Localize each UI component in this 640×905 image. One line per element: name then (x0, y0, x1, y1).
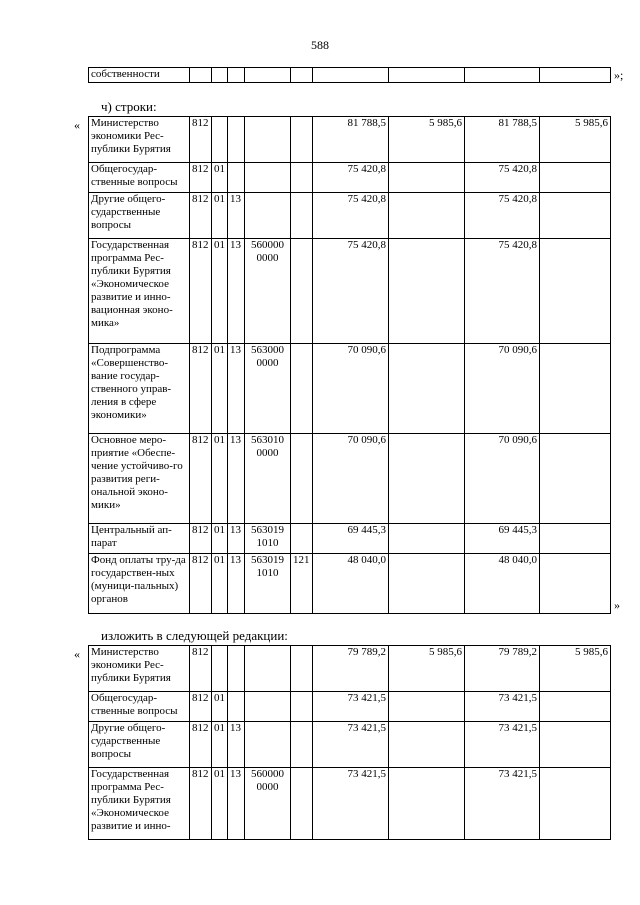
expense-type (291, 434, 313, 524)
ministry-code: 812 (190, 692, 212, 722)
subsection-code: 13 (228, 434, 245, 524)
subsection-code: 13 (228, 193, 245, 239)
amount-total: 73 421,5 (313, 768, 389, 840)
subsection-code (228, 646, 245, 692)
expense-type (291, 344, 313, 434)
section-code: 01 (212, 193, 228, 239)
amount-total: 75 420,8 (313, 239, 389, 344)
amount-subventions (389, 163, 465, 193)
expense-type (291, 163, 313, 193)
amount-subventions-2 (540, 768, 611, 840)
amount-total: 73 421,5 (313, 692, 389, 722)
amount-total-2: 73 421,5 (465, 692, 540, 722)
amount-total-2: 73 421,5 (465, 722, 540, 768)
amount-total-2: 81 788,5 (465, 117, 540, 163)
expense-type: 121 (291, 554, 313, 614)
amount-subventions (389, 344, 465, 434)
row-name: Общегосудар-ственные вопросы (89, 692, 190, 722)
subsection-code: 13 (228, 239, 245, 344)
table-row (89, 163, 611, 193)
row-name: Фонд оплаты тру-да государствен-ных (муници-пальных) органов (89, 554, 190, 614)
table-row (89, 117, 611, 163)
amount-total: 70 090,6 (313, 434, 389, 524)
row-name: Министерство экономики Рес-публики Бурятия (89, 117, 190, 163)
ministry-code: 812 (190, 554, 212, 614)
section-code: 01 (212, 692, 228, 722)
amount-total-2: 75 420,8 (465, 163, 540, 193)
amount-subventions-2 (540, 163, 611, 193)
target-article (245, 722, 291, 768)
table-row (89, 768, 611, 840)
subsection-code (228, 117, 245, 163)
ministry-code: 812 (190, 722, 212, 768)
row-name: Основное меро-приятие «Обеспе-чение устойчиво-го развития реги-ональной эконо-мики» (89, 434, 190, 524)
target-article: 563010 0000 (245, 434, 291, 524)
section-code (212, 646, 228, 692)
row-name: Министерство экономики Рес-публики Бурятия (89, 646, 190, 692)
amount-subventions: 5 985,6 (389, 646, 465, 692)
expense-type (291, 768, 313, 840)
amount-subventions (389, 524, 465, 554)
amount-subventions (389, 722, 465, 768)
expense-type (291, 722, 313, 768)
subsection-code (228, 692, 245, 722)
target-article (245, 117, 291, 163)
row-name: Общегосудар-ственные вопросы (89, 163, 190, 193)
target-article: 563019 1010 (245, 524, 291, 554)
target-article (245, 163, 291, 193)
row-name: Другие общего-сударственные вопросы (89, 722, 190, 768)
amount-total-2: 75 420,8 (465, 193, 540, 239)
target-article (245, 193, 291, 239)
ministry-code: 812 (190, 768, 212, 840)
table-row (89, 193, 611, 239)
budget-table-new (88, 645, 611, 840)
section-code: 01 (212, 163, 228, 193)
amount-total-2: 69 445,3 (465, 524, 540, 554)
amount-total-2: 79 789,2 (465, 646, 540, 692)
amount-subventions-2 (540, 692, 611, 722)
target-article (245, 692, 291, 722)
section-new-heading: изложить в следующей редакции: (101, 628, 288, 643)
row-name: собственности (89, 68, 190, 83)
amount-subventions (389, 193, 465, 239)
expense-type (291, 239, 313, 344)
row-name: Центральный ап-парат (89, 524, 190, 554)
quote-open-old: « (74, 118, 80, 132)
table-row (89, 524, 611, 554)
amount-subventions-2 (540, 344, 611, 434)
subsection-code (228, 163, 245, 193)
expense-type (291, 193, 313, 239)
amount-subventions (389, 768, 465, 840)
subsection-code: 13 (228, 722, 245, 768)
page-number: 588 (311, 38, 329, 52)
amount-total: 48 040,0 (313, 554, 389, 614)
ministry-code: 812 (190, 239, 212, 344)
table-row (89, 434, 611, 524)
target-article (245, 646, 291, 692)
ministry-code: 812 (190, 646, 212, 692)
amount-total-2: 75 420,8 (465, 239, 540, 344)
amount-subventions: 5 985,6 (389, 117, 465, 163)
amount-subventions-2 (540, 524, 611, 554)
quote-close-top: »; (614, 68, 624, 82)
section-code: 01 (212, 524, 228, 554)
ministry-code: 812 (190, 117, 212, 163)
amount-total-2: 70 090,6 (465, 434, 540, 524)
amount-total-2: 70 090,6 (465, 344, 540, 434)
amount-total: 69 445,3 (313, 524, 389, 554)
table-row (89, 692, 611, 722)
ministry-code: 812 (190, 344, 212, 434)
table-row (89, 646, 611, 692)
subsection-code: 13 (228, 554, 245, 614)
section-code: 01 (212, 344, 228, 434)
target-article: 563019 1010 (245, 554, 291, 614)
table-row (89, 344, 611, 434)
amount-subventions-2 (540, 434, 611, 524)
amount-subventions-2 (540, 722, 611, 768)
expense-type (291, 646, 313, 692)
row-name: Другие общего-сударственные вопросы (89, 193, 190, 239)
table-row (89, 239, 611, 344)
target-article: 560000 0000 (245, 768, 291, 840)
row-name: Подпрограмма «Совершенство-вание государ-ственного управ-ления в сфере экономики» (89, 344, 190, 434)
section-code (212, 117, 228, 163)
section-old-heading: ч) строки: (101, 99, 157, 114)
subsection-code: 13 (228, 524, 245, 554)
amount-total: 75 420,8 (313, 163, 389, 193)
quote-close-old: » (614, 598, 620, 612)
ministry-code: 812 (190, 434, 212, 524)
expense-type (291, 524, 313, 554)
ministry-code: 812 (190, 524, 212, 554)
quote-open-new: « (74, 647, 80, 661)
amount-subventions-2: 5 985,6 (540, 646, 611, 692)
amount-subventions-2 (540, 193, 611, 239)
section-code: 01 (212, 768, 228, 840)
amount-subventions-2 (540, 554, 611, 614)
target-article: 563000 0000 (245, 344, 291, 434)
amount-total: 75 420,8 (313, 193, 389, 239)
amount-total: 81 788,5 (313, 117, 389, 163)
amount-subventions (389, 434, 465, 524)
section-code: 01 (212, 239, 228, 344)
expense-type (291, 117, 313, 163)
table-row (89, 722, 611, 768)
amount-subventions (389, 554, 465, 614)
subsection-code: 13 (228, 344, 245, 434)
expense-type (291, 692, 313, 722)
section-code: 01 (212, 434, 228, 524)
target-article: 560000 0000 (245, 239, 291, 344)
row-name: Государственная программа Рес-публики Бурятия «Экономическое развитие и инно- (89, 768, 190, 840)
amount-total: 70 090,6 (313, 344, 389, 434)
section-code: 01 (212, 722, 228, 768)
table-row (89, 68, 611, 83)
amount-subventions (389, 239, 465, 344)
subsection-code: 13 (228, 768, 245, 840)
continuation-table (88, 67, 611, 83)
ministry-code: 812 (190, 193, 212, 239)
table-row (89, 554, 611, 614)
amount-subventions-2: 5 985,6 (540, 117, 611, 163)
budget-table-old (88, 116, 611, 614)
amount-subventions-2 (540, 239, 611, 344)
amount-total: 73 421,5 (313, 722, 389, 768)
amount-total-2: 48 040,0 (465, 554, 540, 614)
row-name: Государственная программа Рес-публики Бурятия «Экономическое развитие и инно-вационная эконо-мика» (89, 239, 190, 344)
section-code: 01 (212, 554, 228, 614)
ministry-code: 812 (190, 163, 212, 193)
amount-subventions (389, 692, 465, 722)
amount-total: 79 789,2 (313, 646, 389, 692)
amount-total-2: 73 421,5 (465, 768, 540, 840)
